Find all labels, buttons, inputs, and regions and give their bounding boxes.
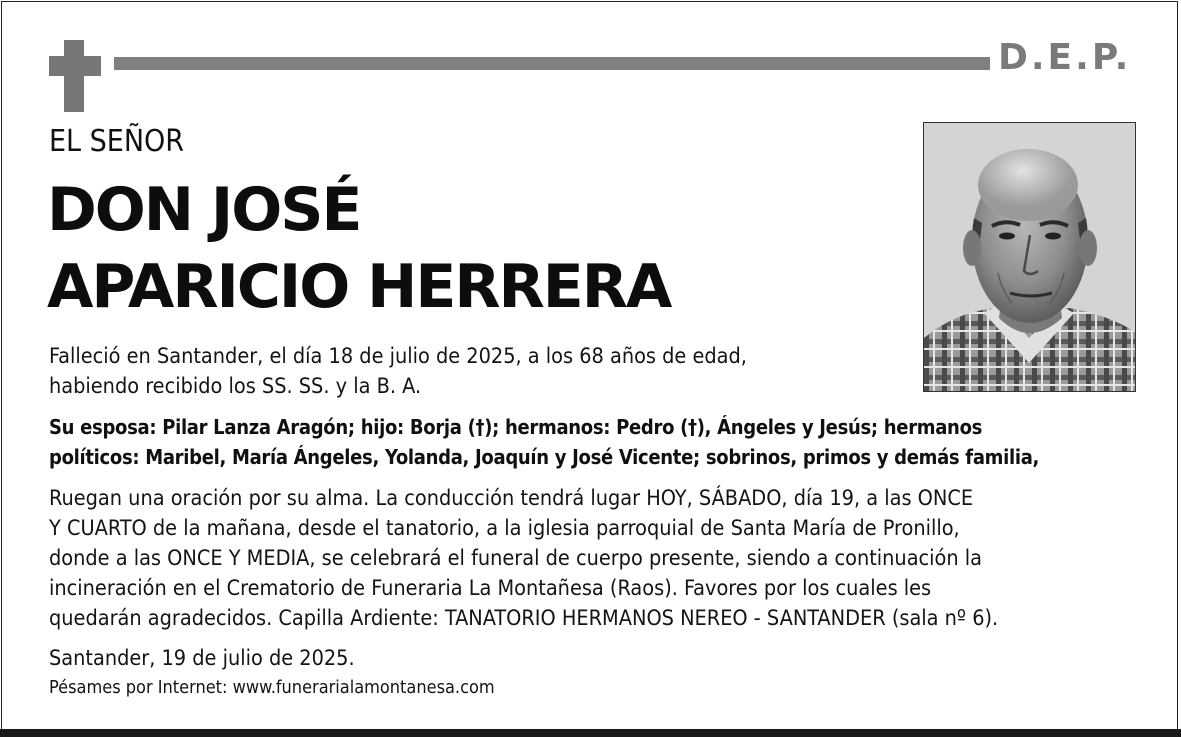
service-line-5: quedarán agradecidos. Capilla Ardiente: TANATORIO HERMANOS NEREO - SANTANDER (sala nº 6). [49, 606, 999, 631]
dep-badge: D.E.P. [998, 37, 1132, 78]
condolences-web: Pésames por Internet: www.funerarialamontanesa.com [49, 677, 495, 698]
death-notice-line-2: habiendo recibido los SS. SS. y la B. A. [49, 374, 422, 399]
bottom-rule [0, 729, 1181, 737]
header-rule [114, 57, 990, 70]
deceased-name-line-2: APARICIO HERRERA [47, 252, 671, 322]
service-line-2: Y CUARTO de la mañana, desde el tanatorio, a la iglesia parroquial de Santa María de Pronillo, [49, 516, 960, 541]
dateline: Santander, 19 de julio de 2025. [49, 646, 355, 671]
portrait-photo [923, 122, 1136, 392]
honorific: EL SEÑOR [49, 124, 185, 159]
service-line-1: Ruegan una oración por su alma. La conducción tendrá lugar HOY, SÁBADO, día 19, a las ONCE [49, 486, 974, 511]
latin-cross-icon [49, 40, 101, 112]
deceased-name-line-1: DON JOSÉ [47, 175, 361, 245]
service-line-3: donde a las ONCE Y MEDIA, se celebrará el funeral de cuerpo presente, siendo a continuación la [49, 546, 983, 571]
family-line-2: políticos: Maribel, María Ángeles, Yolanda, Joaquín y José Vicente; sobrinos, primos y demás familia, [49, 445, 1040, 469]
family-line-1: Su esposa: Pilar Lanza Aragón; hijo: Borja (†); hermanos: Pedro (†), Ángeles y Jesús; hermanos [49, 415, 983, 439]
service-line-4: incineración en el Crematorio de Funeraria La Montañesa (Raos). Favores por los cuales les [49, 576, 932, 601]
death-notice-line-1: Falleció en Santander, el día 18 de julio de 2025, a los 68 años de edad, [49, 344, 747, 369]
obituary-card [1, 1, 1178, 734]
